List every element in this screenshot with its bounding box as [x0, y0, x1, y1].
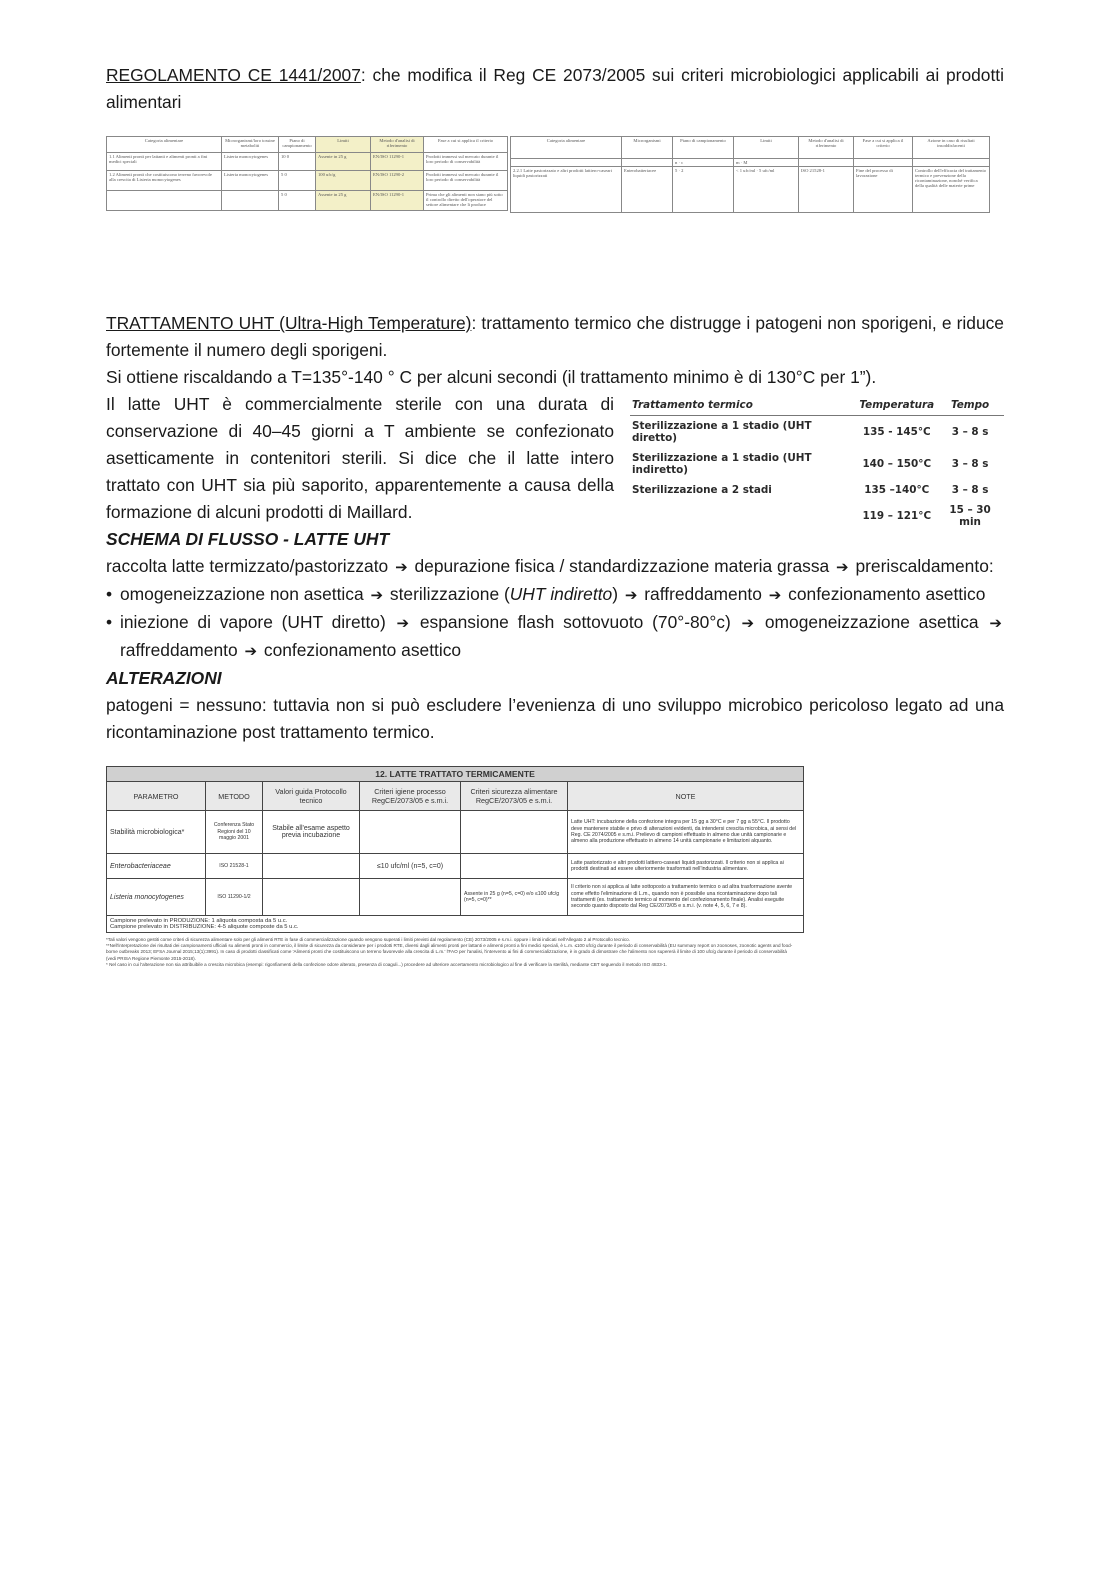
uht-intro-text: : trattamento termico che distrugge i patogeni non sporigeni, e riduce fortemente il numero degli sporigeni.	[106, 313, 1004, 360]
rtl-cell: EN/ISO 11290-1	[371, 153, 424, 171]
rtr-cell: 2.2.1 Latte pastorizzato e altri prodotti lattiero-caseari liquidi pastorizzati	[511, 167, 622, 213]
rtl-cell: 100 ufc/g	[316, 171, 371, 191]
lt-h-sicurezza: Criteri sicurezza alimentare RegCE/2073/05 e s.m.i.	[461, 782, 568, 811]
alterazioni-title: ALTERAZIONI	[106, 668, 222, 688]
lt-cell: Stabile all'esame aspetto previa incubazione	[263, 811, 360, 854]
arrow-icon: ➔	[741, 614, 755, 632]
rtl-cell: EN/ISO 11290-1	[371, 191, 424, 211]
lt-cell: Listeria monocytogenes	[107, 879, 206, 916]
lt-cell	[360, 879, 461, 916]
rtr-cell: Enterobatteriacee	[622, 167, 673, 213]
reg-title: REGOLAMENTO CE 1441/2007	[106, 65, 361, 85]
uht-row	[106, 391, 1004, 526]
rtl-cell: 5 0	[279, 171, 316, 191]
uht-title: TRATTAMENTO UHT (Ultra-High Temperature)	[106, 313, 472, 333]
rtr-sub-nc: n · c	[673, 159, 734, 167]
rtr-h2: Piano di campionamento	[673, 137, 734, 159]
rtr-h4: Metodo d'analisi di riferimento	[799, 137, 854, 159]
reg-scanned-tables	[106, 124, 1004, 220]
lt-cell: ≤10 ufc/ml (n=5, c=0)	[360, 854, 461, 879]
lt-cell: ISO 11290-1/2	[206, 879, 263, 916]
uht-cell: Sterilizzazione a 1 stadio (UHT indiretto)	[632, 452, 812, 476]
rtl-cell	[107, 191, 222, 211]
uht-cell: 15 – 30 min	[949, 504, 991, 528]
uht-paragraph: Il latte UHT è commercialmente sterile con una durata di conservazione di 40–45 giorni a T ambiente se confezionato asetticamente in contenitori sterili. Si dice che il latte intero trattato con UHT sia più saporito, apparentemente a causa della formazione di alcuni prodotti di Maillard.	[106, 394, 614, 522]
reg-paragraph	[106, 62, 1004, 116]
schema-line1: raccolta latte termizzato/pastorizzato ➔ depurazione fisica / standardizzazione materia grassa ➔ preriscaldamento:	[106, 556, 994, 576]
schema-bullet-2: • iniezione di vapore (UHT diretto) ➔ espansione flash sottovuoto (70°-80°c) ➔ omogeneizzazione asettica ➔ raffreddamento ➔ confezionamento asettico	[106, 609, 1004, 665]
uht-th-treatment: Trattamento termico	[630, 397, 857, 416]
uht-line2: Si ottiene riscaldando a T=135°-140 ° C per alcuni secondi (il trattamento minimo è di 130°C per 1”).	[106, 367, 877, 387]
uht-cell: Sterilizzazione a 1 stadio (UHT diretto)	[632, 420, 812, 444]
footnote-1: *Tali valori vengono gestiti come criteri di sicurezza alimentare solo per gli alimenti RTE in fase di commercializzazione quando vengono superati i limiti previsti dal regolamento (CE) 2073/2005 e s.m.i. oppure i limiti indicati nell'Allegato 2 al Protocollo tecnico.	[106, 937, 630, 942]
rtl-cell: 5 0	[279, 191, 316, 211]
rtl-h4: Metodo d'analisi di riferimento	[371, 137, 424, 153]
uht-th-temp: Temperatura	[857, 397, 936, 416]
lt-h-metodo: METODO	[206, 782, 263, 811]
rtr-h5: Fase a cui si applica il criterio	[854, 137, 913, 159]
rtl-cell: EN/ISO 11290-2	[371, 171, 424, 191]
uht-cell: 3 – 8 s	[951, 426, 989, 438]
rtl-h5: Fase a cui si applica il criterio	[424, 137, 508, 153]
latte-table-title: 12. LATTE TRATTATO TERMICAMENTE	[107, 767, 804, 782]
uht-cell: 135 - 145°C	[862, 426, 931, 438]
lt-h-note: NOTE	[568, 782, 804, 811]
document-page	[106, 62, 1004, 968]
uht-cell: Sterilizzazione a 2 stadi	[632, 484, 772, 496]
rtr-cell: < 1 ufc/ml · 5 ufc/ml	[734, 167, 799, 213]
lt-cell	[461, 854, 568, 879]
lt-cell: Latte UHT: incubazione della confezione integra per 15 gg a 30°C e per 7 gg a 55°C. Il prodotto deve mantenere stabile e privo di alterazioni evidenti, da intendersi crescita microbica, ai sensi del Reg. CE 2074/2005 e s.m.i. Prelievo di campioni effettuato in almeno due unità campionarie e almeno alla produzione effettuato in almeno 14 unità campionarie e limitazioni alquanto.	[568, 811, 804, 854]
footnote-3: * Nel caso in cui l'alterazione non sia attribuibile a crescita microbica (esempi: rigonfiamenti della confezione odore alterato, presenza di coaguli...) procedere ad ulteriore accertamento microbiologico al fine di verificare la sterilità, mediante CBT seguendo il metodo ISO 4833-1.	[106, 961, 668, 967]
lt-cell: Il criterio non si applica al latte sottoposto a trattamento termico o ad altra trasformazione avente come effetto l'eliminazione di L.m., quando non è possibile una ricontaminazione dopo tali trattamenti (es. trattamento termico al momento del confezionamento finale). Analisi eseguite secondo quanto disposto dal Reg CE/2073/05 e s.m.i. (v. note 4, 5, 6, 7 e 8).	[568, 879, 804, 916]
latte-footnotes	[106, 937, 796, 968]
rtr-sub-mM: m · M	[734, 159, 799, 167]
uht-th-time: Tempo	[936, 397, 1004, 416]
rtl-cell: Prodotti immessi sul mercato durante il loro periodo di conservabilità	[424, 153, 508, 171]
rtl-cell: Listeria monocytogenes	[222, 153, 279, 171]
lt-cell: Conferenza Stato Regioni del 10 maggio 2001	[206, 811, 263, 854]
foot-distribuzione: Campione prelevato in DISTRIBUZIONE: 4-5 aliquote composte da 5 u.c.	[110, 924, 299, 930]
schema-bullet-1: • omogeneizzazione non asettica ➔ sterilizzazione (UHT indiretto) ➔ raffreddamento ➔ confezionamento asettico	[106, 581, 1004, 609]
reg-table-left	[106, 136, 508, 211]
lt-cell	[263, 879, 360, 916]
lt-h-igiene: Criteri igiene processo RegCE/2073/05 e s.m.i.	[360, 782, 461, 811]
arrow-icon: ➔	[370, 586, 384, 604]
rtl-cell	[222, 191, 279, 211]
uht-cell: 135 –140°C	[864, 484, 930, 496]
lt-cell: Stabilità microbiologica*	[107, 811, 206, 854]
rtl-h0: Categoria alimentare	[107, 137, 222, 153]
reg-text: : che modifica il Reg CE 2073/2005 sui criteri microbiologici applicabili ai prodotti alimentari	[106, 65, 1004, 112]
rtr-cell: ISO 21528-1	[799, 167, 854, 213]
rtl-h1: Microrganismi/loro tossine metaboliti	[222, 137, 279, 153]
uht-cell: 3 – 8 s	[951, 484, 989, 496]
alterazioni-text: patogeni = nessuno: tuttavia non si può escludere l’evenienza di uno sviluppo microbico pericoloso legato ad una ricontaminazione post trattamento termico.	[106, 695, 1004, 742]
arrow-icon: ➔	[244, 642, 258, 660]
rtl-h3: Limiti	[316, 137, 371, 153]
rtl-cell: Assente in 25 g	[316, 153, 371, 171]
uht-cell: 140 – 150°C	[862, 458, 932, 470]
arrow-icon: ➔	[396, 614, 410, 632]
rtl-cell: Prima che gli alimenti non siano più sotto il controllo diretto dell'operatore del settore alimentare che li produce	[424, 191, 508, 211]
lt-cell	[263, 854, 360, 879]
lt-cell: Latte pastorizzato e altri prodotti lattiero-caseari liquidi pastorizzati. Il criterio non si applica ai prodotti destinati ad essere ulteriormente trasformati nell'industria alimentare.	[568, 854, 804, 879]
rtl-cell: Listeria monocytogenes	[222, 171, 279, 191]
rtl-cell: Prodotti immessi sul mercato durante il loro periodo di conservabilità	[424, 171, 508, 191]
uht-cell: 3 – 8 s	[951, 458, 989, 470]
arrow-icon: ➔	[989, 614, 1002, 632]
uht-intro	[106, 310, 1004, 364]
rtr-cell: 5 · 2	[673, 167, 734, 213]
arrow-icon: ➔	[836, 558, 849, 576]
uht-table	[630, 397, 1004, 532]
rtl-h2: Piano di campionamento	[279, 137, 316, 153]
rtr-cell: Controllo dell'efficacia del trattamento termico e prevenzione della ricontaminazione, nonché verifica della qualità delle materie prime	[913, 167, 990, 213]
rtr-cell: Fine del processo di lavorazione	[854, 167, 913, 213]
rtl-cell: 10 0	[279, 153, 316, 171]
uht-cell: 119 – 121°C	[862, 510, 932, 522]
rtl-cell: 1.1 Alimenti pronti per lattanti e alimenti pronti a fini medici speciali	[107, 153, 222, 171]
schema-title: SCHEMA DI FLUSSO - LATTE UHT	[106, 529, 390, 549]
lt-h-parametro: PARAMETRO	[107, 782, 206, 811]
lt-cell	[360, 811, 461, 854]
lt-cell: ISO 21528-1	[206, 854, 263, 879]
lt-cell: Assente in 25 g (n=5, c=0) e/o ≤100 ufc/g (n=5, c=0)**	[461, 879, 568, 916]
rtr-h6: Azione in caso di risultati insoddisfacenti	[913, 137, 990, 159]
latte-table-foot	[107, 916, 804, 933]
rtr-h3: Limiti	[734, 137, 799, 159]
rtl-cell: 1.2 Alimenti pronti che costituiscono terreno favorevole alla crescita di Listeria monocytogenes	[107, 171, 222, 191]
rtl-cell: Assente in 25 g	[316, 191, 371, 211]
lt-cell	[461, 811, 568, 854]
uht-cell	[630, 500, 857, 532]
rtr-h0: Categoria alimentare	[511, 137, 622, 159]
reg-table-right	[510, 136, 990, 213]
foot-produzione: Campione prelevato in PRODUZIONE: 1 aliquota composta da 5 u.c.	[110, 918, 288, 924]
arrow-icon: ➔	[768, 586, 782, 604]
footnote-2: **Nell'interpretazione dei risultati dei campionamenti ufficiali su alimenti pronti in commercio, il limite di sicurezza da considerare per i prodotti RTE, diversi dagli alimenti pronti per lattanti e alimenti pronti a fini medici speciali, è L.m. ≤100 ufc/g durante il periodo di conservabilità (EU summary report on zoonoses, zoonotic agents and food-borne outbreaks 2013; EFSA Journal 2015;13(1):3991). In caso di prodotti classificati come 'Alimenti pronti che costituiscono un terreno favorevole alla crescita di L.m.' l'FAO per l'analisi, l'intervento ai fini di commercializzazione, è in grado di dimostrare che l'alimento non supererà il limite di 100 ufc/g durante il periodo di conservabilità (vedi PRISA Regione Piemonte 2015-2018).	[106, 943, 793, 961]
arrow-icon: ➔	[395, 558, 408, 576]
lt-cell: Enterobacteriaceae	[107, 854, 206, 879]
arrow-icon: ➔	[624, 586, 638, 604]
latte-table-figure	[106, 766, 804, 968]
lt-h-valori: Valori guida Protocollo tecnico	[263, 782, 360, 811]
latte-table	[106, 766, 804, 933]
rtr-h1: Microrganismi	[622, 137, 673, 159]
